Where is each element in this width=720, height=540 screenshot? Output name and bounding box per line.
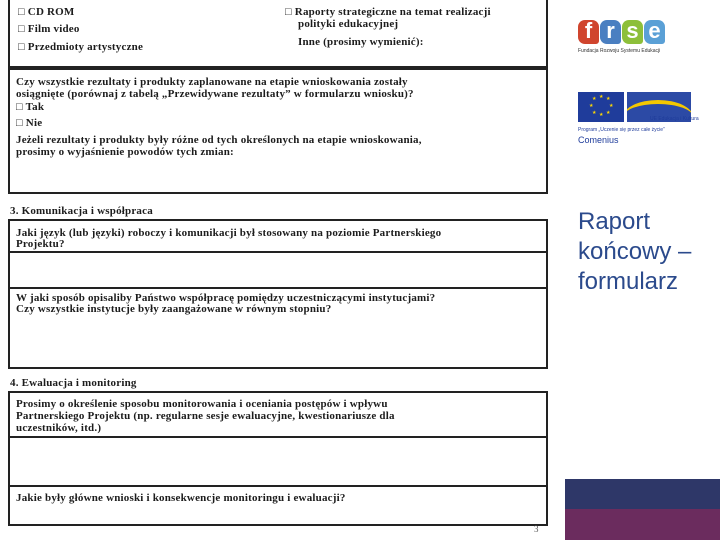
section-4-heading: 4. Ewaluacja i monitoring: [10, 377, 137, 389]
divider: [10, 251, 546, 253]
option-art-objects: □ Przedmioty artystyczne: [18, 41, 144, 53]
frse-logo: [578, 20, 665, 44]
option-no: □ Nie: [16, 117, 43, 129]
option-strategic-reports-line2: polityki edukacyjnej: [298, 18, 399, 30]
divider: [10, 485, 546, 487]
section-3-heading: 3. Komunikacja i współpraca: [10, 205, 153, 217]
monitoring-question-line1: Prosimy o określenie sposobu monitorowania i oceniania postępów i wpływu: [16, 398, 388, 410]
frse-subtitle: Fundacja Rozwoju Systemu Edukacji: [578, 48, 661, 54]
page-number: 3: [534, 524, 539, 534]
language-question-line2: Projektu?: [16, 238, 65, 250]
eu-flag-icon: ★ ★ ★ ★ ★ ★ ★ ★: [578, 92, 624, 122]
frse-letter: e: [644, 20, 665, 44]
monitoring-question-line3: uczestników, itd.): [16, 422, 102, 434]
monitoring-question-line2: Partnerskiego Projektu (np. regularne sesje ewaluacyjne, kwestionariusze dla: [16, 410, 395, 422]
language-question-line1: Jaki język (lub języki) roboczy i komunikacji był stosowany na poziomie Partnerskiego: [16, 227, 442, 239]
results-question-line1: Czy wszystkie rezultaty i produkty zaplanowane na etapie wnioskowania zostały: [16, 76, 408, 88]
decorative-bar-navy: [565, 479, 720, 509]
frse-letter: r: [600, 20, 621, 44]
communication-block: [8, 219, 548, 369]
option-strategic-reports: □ Raporty strategiczne na temat realizacji: [285, 6, 491, 18]
decorative-bar-plum: [565, 509, 720, 540]
conclusions-question: Jakie były główne wnioski i konsekwencje monitoringu i ewaluacji?: [16, 492, 346, 504]
llp-caption: UE Edukacja i Kultura: [650, 116, 699, 122]
results-question-line2: osiągnięte (porównaj z tabelą „Przewidywane rezultaty” w formularzu wniosku)?: [16, 88, 414, 100]
program-label: Program „Uczenie się przez całe życie”: [578, 127, 665, 133]
results-followup-line2: prosimy o wyjaśnienie powodów tych zmian:: [16, 146, 234, 158]
media-options-block: [8, 0, 548, 68]
slide-title: Raport końcowy – formularz: [578, 208, 692, 295]
divider: [10, 287, 546, 289]
cooperation-question-line1: W jaki sposób opisaliby Państwo współpracę pomiędzy uczestniczącymi instytucjami?: [16, 292, 436, 304]
option-film-video: □ Film video: [18, 23, 80, 35]
frse-letter: f: [578, 20, 599, 44]
option-yes: □ Tak: [16, 101, 45, 113]
divider: [10, 436, 546, 438]
program-name: Comenius: [578, 135, 619, 145]
frse-letter: s: [622, 20, 643, 44]
evaluation-block: [8, 391, 548, 526]
results-block: [8, 68, 548, 194]
cooperation-question-line2: Czy wszystkie instytucje były zaangażowane w równym stopniu?: [16, 303, 332, 315]
option-cd-rom: □ CD ROM: [18, 6, 75, 18]
results-followup-line1: Jeżeli rezultaty i produkty były różne od tych określonych na etapie wnioskowania,: [16, 134, 422, 146]
option-other: Inne (prosimy wymienić):: [298, 36, 424, 48]
